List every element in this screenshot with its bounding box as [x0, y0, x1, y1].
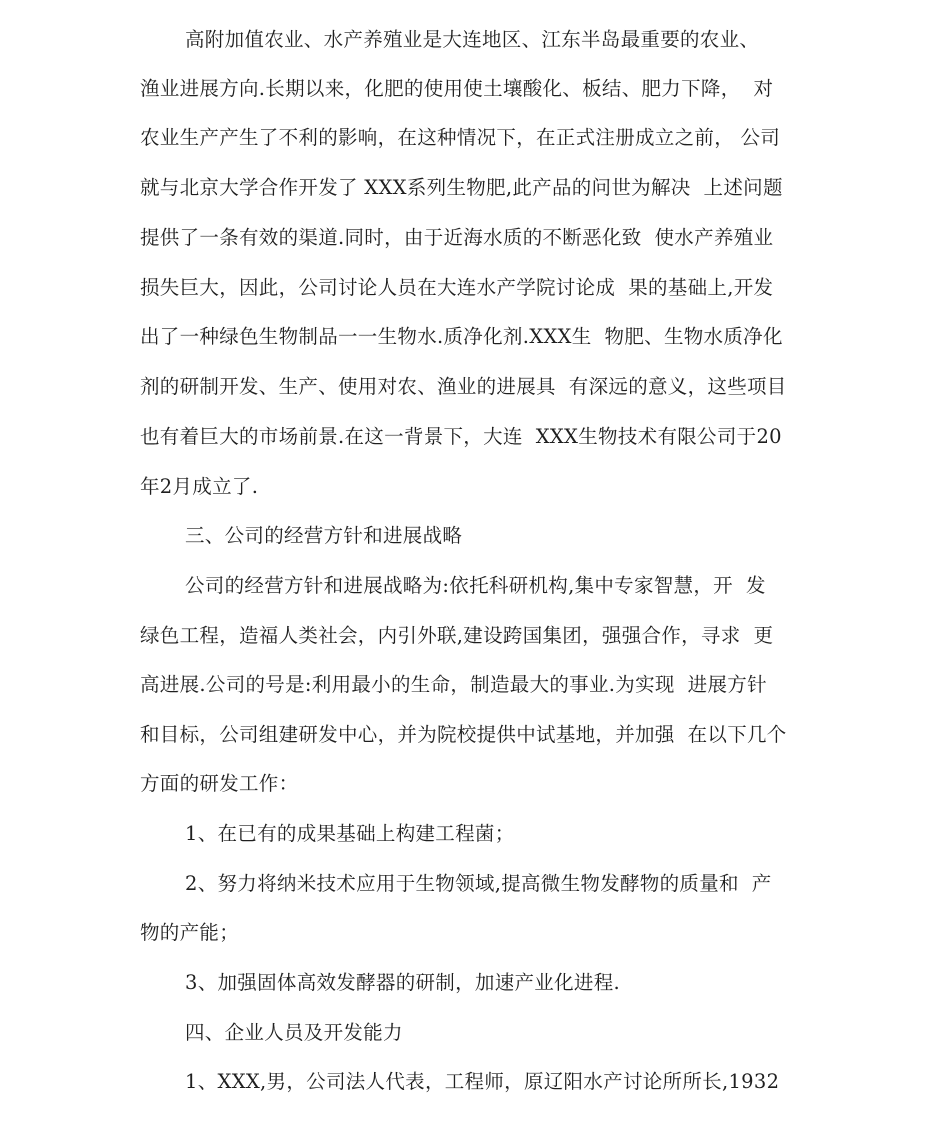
paragraph-line: 公司的经营方针和进展战略为:依托科研机构,集中专家智慧，开 发 [185, 574, 766, 597]
list-item: 3、加强固体高效发酵器的研制，加速产业化进程. [185, 971, 621, 994]
list-item-continuation: 物的产能； [140, 921, 240, 944]
paragraph-line: 绿色工程，造福人类社会，内引外联,建设跨国集团，强强合作，寻求 更 [140, 624, 774, 647]
paragraph-line: 方面的研发工作： [140, 772, 299, 795]
paragraph-line: 和目标，公司组建研发中心，并为院校提供中试基地，并加强 在以下几个 [140, 723, 787, 746]
paragraph-line: 高进展.公司的号是:利用最小的生命，制造最大的事业.为实现 进展方针 [140, 673, 767, 696]
paragraph-line: 就与北京大学合作开发了 XXX系列生物肥,此产品的问世为解决 上述问题 [140, 176, 783, 199]
list-item: 1、XXX,男，公司法人代表，工程师，原辽阳水产讨论所所长,1932 [185, 1070, 780, 1093]
paragraph-line: 渔业进展方向.长期以来，化肥的使用使土壤酸化、板结、肥力下降， 对 [140, 77, 774, 100]
paragraph-line: 年2月成立了. [140, 475, 259, 498]
paragraph-line: 损失巨大，因此，公司讨论人员在大连水产学院讨论成 果的基础上,开发 [140, 276, 774, 299]
paragraph-line: 也有着巨大的市场前景.在这一背景下，大连 XXX生物技术有限公司于20 [140, 425, 782, 448]
paragraph-line: 高附加值农业、水产养殖业是大连地区、江东半岛最重要的农业、 [185, 28, 760, 51]
paragraph-line: 剂的研制开发、生产、使用对农、渔业的进展具 有深远的意义，这些项目 [140, 375, 787, 398]
paragraph-line: 提供了一条有效的渠道.同时，由于近海水质的不断恶化致 使水产养殖业 [140, 226, 774, 249]
paragraph-line: 农业生产产生了不利的影响，在这种情况下，在正式注册成立之前， 公司 [140, 126, 781, 149]
list-item: 1、在已有的成果基础上构建工程菌； [185, 822, 515, 845]
section-heading: 三、公司的经营方针和进展战略 [185, 524, 463, 547]
list-item: 2、努力将纳米技术应用于生物领域,提高微生物发酵物的质量和 产 [185, 872, 772, 895]
section-heading: 四、企业人员及开发能力 [185, 1021, 403, 1044]
paragraph-line: 出了一种绿色生物制品一一生物水.质净化剂.XXX生 物肥、生物水质净化 [140, 325, 783, 348]
